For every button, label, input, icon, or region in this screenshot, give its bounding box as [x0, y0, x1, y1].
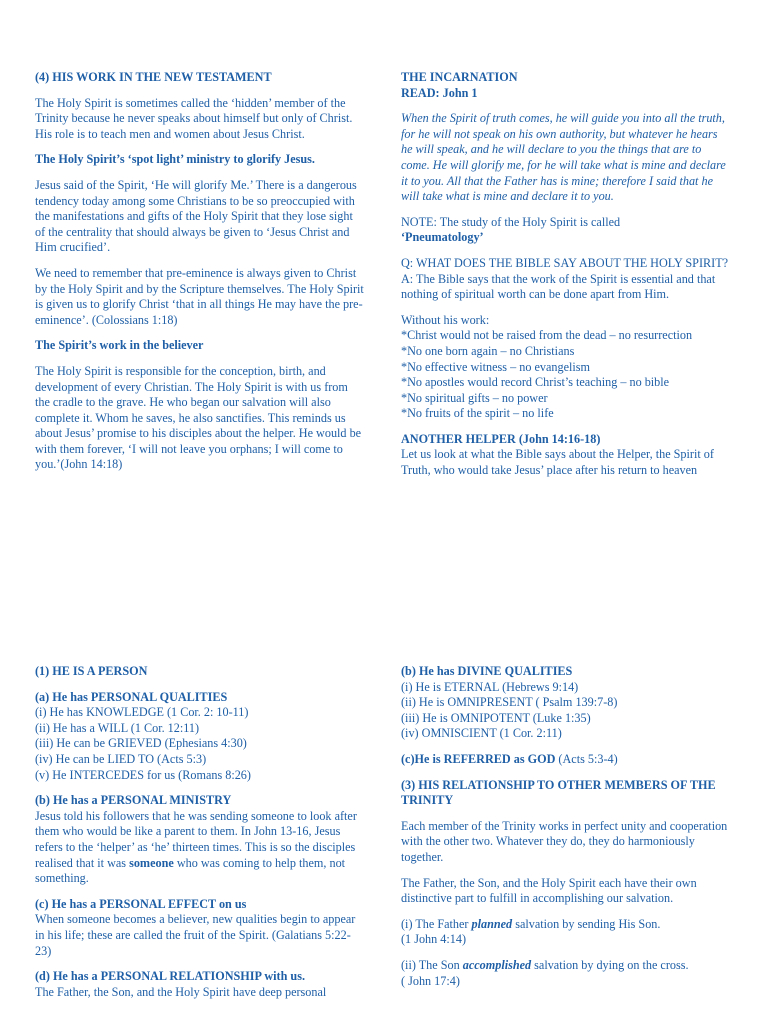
- bottom-left-column: [35, 664, 365, 1000]
- god-heading: (c)He is REFERRED as GOD: [401, 751, 556, 766]
- effect-paragraph: When someone becomes a believer, new qualities begin to appear in his life; these are called the fruit of the Spirit. (Galatians 5:22-23): [35, 912, 356, 958]
- trinity-heading: (3) HIS RELATIONSHIP TO OTHER MEMBERS OF THE TRINITY: [401, 777, 716, 808]
- glorify-paragraph: Jesus said of the Spirit, ‘He will glorify Me.’ There is a dangerous tendency today among some Christians to be so preoccupied with the manifestations and gifts of the Holy Spirit that they lose sight of the centrality that should always be given to ‘Jesus Christ and Him crucified’.: [35, 177, 357, 255]
- believer-paragraph: The Holy Spirit is responsible for the conception, birth, and development of every Christian. The Holy Spirit is with us from the cradle to the grave. He who began our salvation will also complete it. Whom he saves, he also sanctifies. This reminds us about Jesus’ promise to his disciples about the helper. He would be with them forever, ‘I will not leave you orphans; I will come to you.’(John 14:18): [35, 363, 362, 472]
- trinity-paragraph-1: Each member of the Trinity works in perfect unity and cooperation with the other two. Whatever they do, they do harmoniously together.: [401, 818, 728, 864]
- personal-relationship-heading: (d) He has a PERSONAL RELATIONSHIP with us.: [35, 969, 305, 984]
- father-line: [401, 917, 731, 933]
- quality-item: (iv) He can be LIED TO (Acts 5:3): [35, 751, 207, 766]
- quality-item: (v) He INTERCEDES for us (Romans 8:26): [35, 767, 251, 782]
- read-reference: READ: John 1: [401, 85, 478, 100]
- believer-subheading: The Spirit’s work in the believer: [35, 338, 204, 353]
- relationship-paragraph: The Father, the Son, and the Holy Spirit have deep personal: [35, 984, 327, 999]
- father-reference: (1 John 4:14): [401, 932, 466, 947]
- answer-line: A: The Bible says that the work of the Spirit is essential and that nothing of spiritual worth can be done apart from Him.: [401, 271, 716, 302]
- trinity-paragraph-2: The Father, the Son, and the Holy Spirit each have their own distinctive part to fulfill in accomplishing our salvation.: [401, 875, 697, 906]
- son-text-b: salvation by dying on the cross.: [531, 957, 689, 972]
- son-line: [401, 958, 731, 974]
- helper-paragraph: Let us look at what the Bible says about the Helper, the Spirit of Truth, who would take Jesus’ place after his return to heaven: [401, 447, 714, 478]
- scripture-quote: When the Spirit of truth comes, he will guide you into all the truth, for he will not speak on his own authority, but whatever he hears he will speak, and he will declare to you the things that are to come. He will glorify me, for he will take what is mine and declare it to you. All that the Father has is mine; therefore I said that he will take what is mine and declare it to you.: [401, 111, 726, 204]
- quality-item: (i) He has KNOWLEDGE (1 Cor. 2: 10-11): [35, 705, 249, 720]
- son-keyword: accomplished: [462, 957, 532, 972]
- divine-item: (iv) OMNISCIENT (1 Cor. 2:11): [401, 726, 562, 741]
- without-item: *No effective witness – no evangelism: [401, 359, 590, 374]
- without-item: *No one born again – no Christians: [401, 343, 575, 358]
- helper-heading: ANOTHER HELPER (John 14:16-18): [401, 431, 601, 446]
- father-text-a: (i) The Father: [401, 916, 472, 931]
- quality-item: (ii) He has a WILL (1 Cor. 12:11): [35, 720, 200, 735]
- without-label: Without his work:: [401, 312, 490, 327]
- quality-item: (iii) He can be GRIEVED (Ephesians 4:30): [35, 736, 247, 751]
- bottom-right-column: [401, 664, 731, 989]
- personal-effect-heading: (c) He has a PERSONAL EFFECT on us: [35, 896, 247, 911]
- without-item: *Christ would not be raised from the dead – no resurrection: [401, 328, 693, 343]
- son-reference: ( John 17:4): [401, 973, 460, 988]
- personal-qualities-heading: (a) He has PERSONAL QUALITIES: [35, 689, 228, 704]
- without-item: *No fruits of the spirit – no life: [401, 406, 554, 421]
- ministry-text-b: who was coming to help them, not something.: [35, 855, 346, 886]
- ministry-text-bold: someone: [129, 855, 174, 870]
- divine-qualities-heading: (b) He has DIVINE QUALITIES: [401, 664, 573, 678]
- personal-ministry-heading: (b) He has a PERSONAL MINISTRY: [35, 793, 232, 808]
- god-reference: (Acts 5:3-4): [555, 751, 618, 766]
- note-prefix: NOTE: The study of the Holy Spirit is called: [401, 214, 621, 229]
- pneumatology-term: ‘Pneumatology’: [401, 230, 484, 245]
- ministry-paragraph: [35, 809, 365, 887]
- note-line: [401, 215, 731, 246]
- incarnation-heading: THE INCARNATION: [401, 70, 518, 84]
- divine-item: (ii) He is OMNIPRESENT ( Psalm 139:7-8): [401, 695, 618, 710]
- without-item: *No apostles would record Christ’s teaching – no bible: [401, 375, 670, 390]
- son-text-a: (ii) The Son: [401, 957, 463, 972]
- question-line: Q: WHAT DOES THE BIBLE SAY ABOUT THE HOLY SPIRIT?: [401, 255, 729, 270]
- ministry-text-a: Jesus told his followers that he was sending someone to look after them who would be like a parent to them. In John 13-16, Jesus refers to the ‘helper’ as ‘he’ thirteen times. This is so the disciples realised that it was: [35, 808, 357, 870]
- father-text-b: salvation by sending His Son.: [512, 916, 661, 931]
- divine-item: (i) He is ETERNAL (Hebrews 9:14): [401, 679, 579, 694]
- top-left-column: [35, 70, 365, 473]
- father-keyword: planned: [471, 916, 513, 931]
- referred-as-god-line: [401, 752, 731, 768]
- pre-eminence-paragraph: We need to remember that pre-eminence is always given to Christ by the Holy Spirit and by the Scripture themselves. The Holy Spirit is given us to glorify Christ ‘that in all things He may have the pre-eminence’. (Colossians 1:18): [35, 265, 364, 327]
- section-heading-work-nt: (4) HIS WORK IN THE NEW TESTAMENT: [35, 70, 272, 84]
- top-right-column: [401, 70, 731, 479]
- intro-paragraph: The Holy Spirit is sometimes called the ‘hidden’ member of the Trinity because he never speaks about himself but only of Christ. His role is to teach men and women about Jesus Christ.: [35, 95, 353, 141]
- without-item: *No spiritual gifts – no power: [401, 390, 548, 405]
- person-heading: (1) HE IS A PERSON: [35, 664, 148, 678]
- spotlight-subheading: The Holy Spirit’s ‘spot light’ ministry to glorify Jesus.: [35, 152, 315, 167]
- divine-item: (iii) He is OMNIPOTENT (Luke 1:35): [401, 710, 591, 725]
